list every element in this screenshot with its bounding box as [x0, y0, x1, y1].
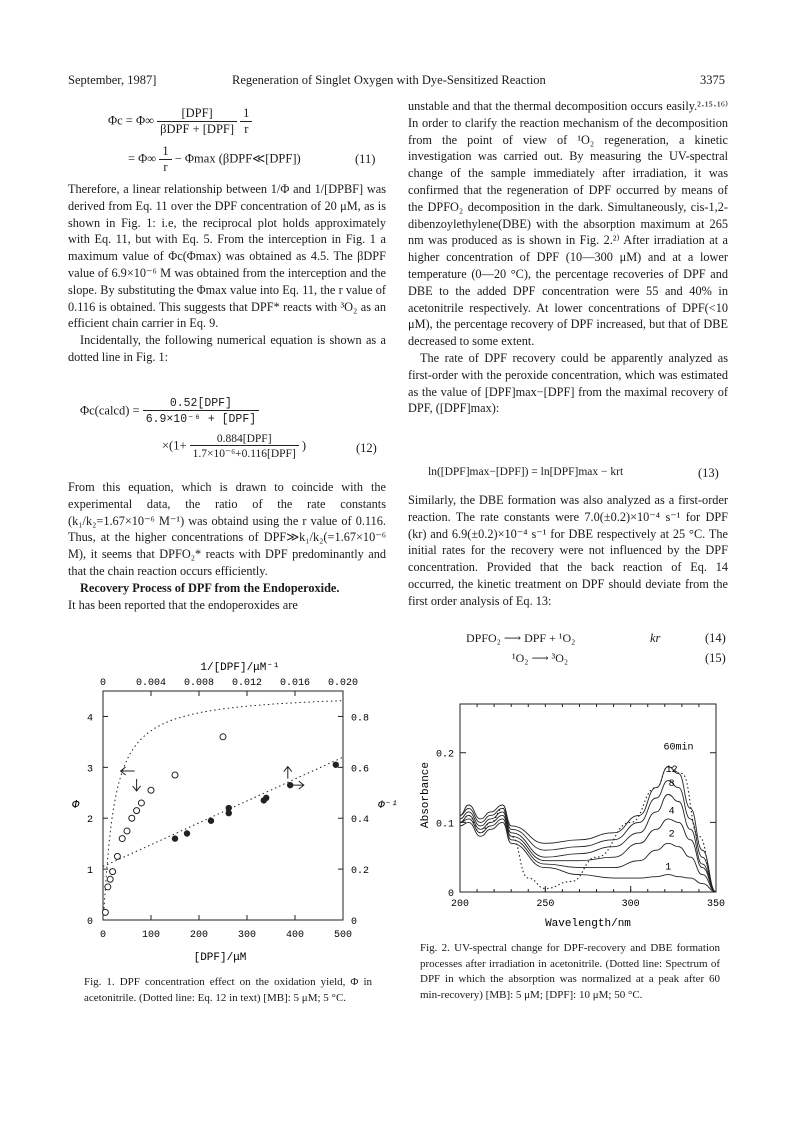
fig2-y-tick-label: 0.2 [435, 749, 454, 761]
fig1-filled-point [208, 818, 214, 824]
figure-1-caption: Fig. 1. DPF concentration effect on the oxidation yield, Φ in acetonitrile. (Dotted line: Eq. 12 in text) [MB]: 5 μM; 5 °C. [84, 976, 372, 1004]
fig1-top-tick-label: 0.012 [231, 678, 263, 689]
eq12-den2: 1.7×10⁻⁶+0.116[DPF] [192, 448, 296, 460]
fig2-y-tick-label: 0 [447, 889, 454, 900]
paragraph: From this equation, which is drawn to coincide with the experimental data, the ratio of the rate constants (k₁/k₂=1.67×10⁻⁶ M⁻¹) was obtaind using the r value of 0.116. Thus, at the higher concentrations of DPF≫k₁/k₂(=1.67×10⁻⁶ M), it seems that DPFO₂* reacts with DPF predominantly and that the chain reaction occurs efficiently. [68, 480, 386, 578]
fig2-axes [436, 704, 725, 910]
eq11-line2-b: − Φmax (βDPF≪[DPF]) [174, 151, 301, 166]
eq12-num: 0.52[DPF] [143, 397, 259, 411]
fig1-open-point [148, 787, 154, 793]
equation-13-label: (13) [698, 466, 719, 480]
figure-1-chart [60, 658, 398, 970]
equation-14 [466, 631, 575, 646]
fig2-x-tick-label: 350 [706, 899, 726, 910]
fig2-x-tick-label: 300 [621, 899, 640, 910]
paragraph: Therefore, a linear relationship between 1/Φ and 1/[DPBF] was derived from Eq. 11 over the DPF concentration of 20 μM, as is shown in Fig. 1: i.e, the reciprocal plot holds approximately with Eq. 11, but with Eq. 5. From the interception in Fig. 1 a maximum value of Φc(Φmax) was obtained as 4.5. The βDPF value of 6.9×10⁻⁶ M was obtained from the interception and the slope. By substituting the Φmax value into Eq. 11, the r value of 0.116 is obtained. This suggests that DPF* reacts with ³O₂ as an efficient chain carrier in Eq. 9. [68, 182, 386, 331]
fig1-right-tick-label: 0.6 [351, 764, 370, 776]
fig2-spectrum-curve [460, 795, 716, 893]
eq11-line2-a: = Φ∞ [128, 151, 157, 166]
fig1-bottom-tick-label: 500 [333, 930, 353, 941]
fig1-open-point [119, 836, 125, 842]
fig1-left-tick-label: 3 [86, 764, 93, 776]
fig2-spectrum-curve [460, 819, 716, 892]
fig1-left-tick-label: 2 [86, 815, 93, 827]
fig2-x-tick-label: 250 [536, 899, 555, 910]
fig2-curve-label: 2 [668, 829, 675, 841]
fig1-left-tick-label: 4 [86, 713, 93, 725]
eq13-text: ln([DPF]max−[DPF]) = ln[DPF]max − krt [428, 466, 624, 478]
left-column-text [68, 181, 386, 366]
fig1-arrow-down [133, 779, 141, 791]
equation-12-line2 [162, 433, 306, 460]
paragraph: Incidentally, the following numerical equation is shown as a dotted line in Fig. 1: [68, 333, 386, 364]
eq12-num2: 0.884[DPF] [190, 433, 299, 446]
fig1-open-point [114, 853, 120, 859]
fig1-left-tick-label: 1 [86, 866, 93, 878]
section-title: Recovery Process of DPF from the Endoperoxide. [80, 580, 340, 595]
fig1-open-point [102, 909, 108, 915]
page-number: 3375 [700, 73, 725, 87]
fig1-filled-point [172, 835, 178, 841]
eq11-f2-num: 1 [159, 144, 171, 160]
fig1-top-ticks [100, 678, 358, 689]
fig2-spectrum-curve [460, 822, 716, 892]
eq15-text: ¹O₂ ⟶ ³O₂ [512, 651, 569, 665]
fig1-top-tick-label: 0.016 [279, 678, 311, 689]
fig2-curve-label: 4 [668, 806, 675, 818]
eq11-line2-fraction [159, 144, 171, 175]
fig1-right-tick-label: 0.2 [351, 866, 370, 878]
equation-15-label: (15) [705, 651, 726, 665]
fig2-curve-label: 8 [668, 779, 675, 791]
fig1-open-point [105, 884, 111, 890]
fig1-open-point [107, 876, 113, 882]
fig1-bottom-tick-label: 100 [141, 930, 161, 941]
fig1-marks [102, 701, 343, 916]
eq14-text: DPFO₂ ⟶ DPF + ¹O₂ [466, 631, 576, 645]
running-header-title: Regeneration of Singlet Oxygen with Dye-Sensitized Reaction [232, 73, 546, 87]
equation-11-line2 [128, 144, 301, 175]
fig1-top-axis-label: 1/[DPF]/μM⁻¹ [200, 662, 280, 674]
fig2-plot-frame [460, 704, 716, 892]
equation-14-label: (14) [705, 631, 726, 645]
equation-13 [428, 466, 623, 478]
running-header-left: September, 1987] [68, 73, 157, 87]
figure-2-caption: Fig. 2. UV-spectral change for DPF-recovery and DBE formation processes after irradiation in acetonitrile. (Dotted line: Spectrum of DPF in which the absorption was normalized at a peak after 60 min-recovery) [MB]: 5 μM; [DPF]: 10 μM; 50 °C. [420, 942, 720, 1001]
fig1-bottom-label: [DPF]/μM [193, 952, 247, 964]
fig2-marks [460, 741, 716, 892]
fig1-filled-point [226, 805, 232, 811]
fig2-spectrum-curve [460, 815, 716, 892]
eq11-den: βDPF + [DPF] [160, 122, 235, 136]
fig1-right-tick-label: 0 [351, 917, 358, 928]
right-column-text-2 [408, 492, 728, 610]
paragraph: Similarly, the DBE formation was also analyzed as a first-order reaction. The rate constants were 7.0(±0.2)×10⁻⁴ s⁻¹ for DPF (kr) and 6.9(±0.2)×10⁻⁴ s⁻¹ for DBE respectively at 25 °C. The initial rates for the recovery were not influenced by the DPF concentration. Provided that the back reaction of Eq. 14 occurred, the kinetic treatment on DPF should deviate from the first order analysis of Eq. 13: [408, 493, 728, 608]
fig1-open-point [138, 800, 144, 806]
fig1-arrow-left [121, 767, 135, 775]
eq12-lhs: Φc(calcd) = [80, 403, 140, 418]
fig1-open-point [124, 828, 130, 834]
fig1-arrow-right [292, 781, 304, 789]
eq12-times: ×(1+ [162, 438, 187, 453]
fig1-top-tick-label: 0.020 [327, 678, 359, 689]
fig1-open-point [134, 808, 140, 814]
eq12-close: ) [301, 438, 307, 453]
right-column-text [408, 98, 728, 417]
eq11-f2-den: r [163, 160, 168, 174]
fig1-open-point [172, 772, 178, 778]
eq12-fraction [143, 397, 259, 426]
fig1-filled-point [184, 830, 190, 836]
fig1-left-label: Φ [72, 798, 80, 812]
fig2-y-label: Absorbance [420, 761, 432, 828]
fig2-curve-label: 1 [665, 862, 672, 874]
eq11-num: [DPF] [157, 106, 237, 122]
eq11-fraction [157, 106, 237, 137]
fig1-left-tick-label: 0 [86, 917, 93, 928]
equation-14-k: kr [650, 631, 661, 645]
eq12-den: 6.9×10⁻⁶ + [DPF] [145, 413, 257, 426]
fig2-curve-label: 12 [665, 765, 678, 777]
fig1-top-tick-label: 0.004 [135, 678, 167, 689]
fig1-right-tick-label: 0.8 [351, 713, 370, 725]
equation-12-line1 [80, 397, 259, 426]
equation-11-label: (11) [355, 152, 376, 166]
fig2-dpf-reference-curve [460, 767, 716, 892]
fig2-curve-label: 60min [663, 742, 694, 754]
fig2-x-label: Wavelength/nm [545, 918, 631, 930]
eq12-fraction2 [190, 433, 299, 460]
fig1-bottom-tick-label: 400 [285, 930, 305, 941]
fig1-bottom-tick-label: 0 [99, 930, 107, 941]
fig1-arrow-up [284, 767, 292, 779]
left-column-text-2 [68, 479, 386, 613]
paragraph: It has been reported that the endoperoxides are [68, 597, 298, 612]
fig2-y-tick-label: 0.1 [435, 819, 454, 831]
fig1-bottom-tick-label: 300 [237, 930, 257, 941]
fig1-filled-point [333, 762, 339, 768]
fig1-top-tick-label: 0 [99, 678, 107, 689]
fig1-open-point [129, 815, 135, 821]
paragraph: unstable and that the thermal decomposition occurs easily.²·¹⁵·¹⁶⁾ In order to clarify the reaction mechanism of the decomposition from the point of view of ¹O₂ regeneration, a kinetic investigation was carried out. By measuring the UV-spectral change of the sample immediately after irradiation, it was confirmed that the regeneration of DPF occurred by means of the DPFO₂ decomposition in the dark. Simultaneously, cis-1,2-dibenzoylethylene(DBE) with the absorption maximum at 265 nm was produced as is shown in Fig. 2.²⁾ After irradiation at a higher concentration of DPF (10—300 μM) and at a lower temperature (0—20 °C), the percentage recoveries of DPF and DBE to the added DPF concentration were 55 and 40% in acetonitrile respectively. At lower concentrations of DPF(<10 μM), the percentage recovery of DPF increased, but that of DBE decreased to some extent. [408, 99, 728, 349]
eq11-r-num: 1 [240, 106, 252, 122]
equation-11-line1 [108, 106, 252, 137]
fig1-open-point [220, 734, 226, 740]
fig2-spectrum-curve [460, 767, 716, 892]
fig2-x-tick-label: 200 [450, 899, 470, 910]
figure-2-chart [408, 700, 738, 932]
fig1-right-label: Φ⁻¹ [378, 800, 398, 812]
fig1-bottom-tick-label: 200 [189, 930, 209, 941]
eq11-fraction-r [240, 106, 252, 137]
paragraph: The rate of DPF recovery could be apparently analyzed as first-order with the peroxide concentration, which was estimated as the value of [DPF]max−[DPF] from the maximal recovery of DPF, ([DPF]max): [408, 350, 728, 416]
equation-12-label: (12) [356, 441, 377, 455]
fig1-right-tick-label: 0.4 [351, 815, 370, 827]
fig1-filled-point [263, 795, 269, 801]
fig1-open-point [110, 869, 116, 875]
eq11-r-den: r [244, 122, 249, 136]
fig1-top-tick-label: 0.008 [183, 678, 215, 689]
equation-15 [512, 651, 568, 666]
eq11-lhs: Φc = Φ∞ [108, 113, 155, 128]
